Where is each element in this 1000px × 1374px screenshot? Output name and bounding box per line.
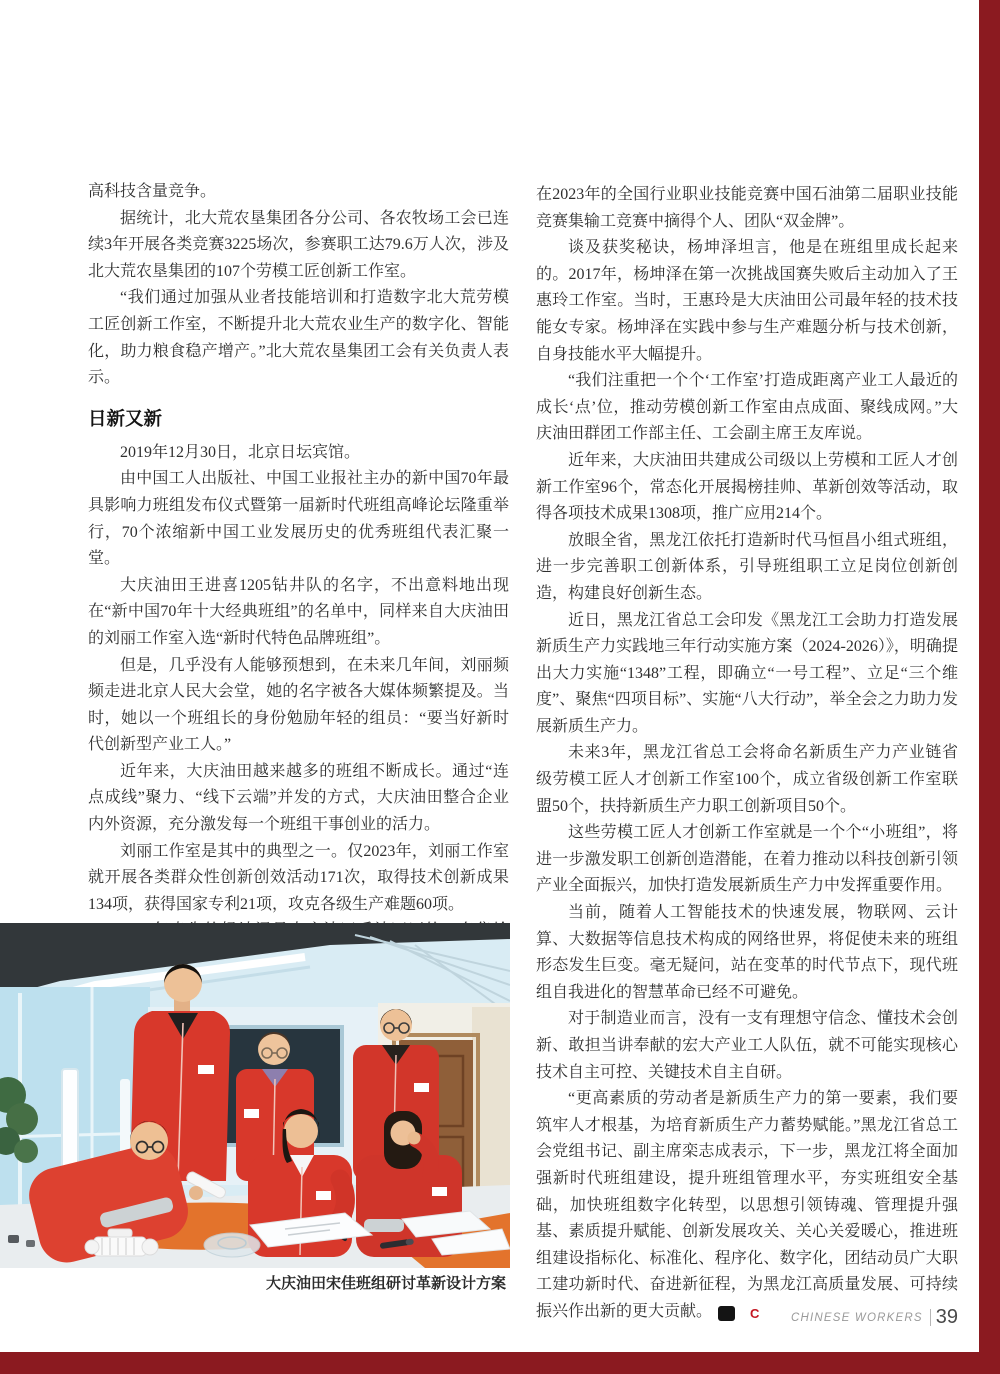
section-heading: 日新又新 (88, 407, 163, 429)
paragraph: 但是，几乎没有人能够预想到，在未来几年间，刘丽频频走进北京人民大会堂，她的名字被各大媒体频繁提及。当时，她以一个班组长的身份勉励年轻的组员：“要当好新时代创新型产业工人。” (88, 656, 509, 754)
paragraph: 近年来，大庆油田越来越多的班组不断成长。通过“连点成线”聚力、“线下云端”并发的方式，大庆油田整合企业内外资源，充分激发每一个班组干事创业的活力。 (88, 762, 509, 834)
magazine-name: CHINESE WORKERS (791, 1311, 923, 1324)
page-footer (791, 1306, 958, 1329)
paragraph: 大庆油田王进喜1205钻井队的名字，不出意料地出现在“新中国70年十大经典班组”的名单中，同样来自大庆油田的刘丽工作室入选“新时代特色品牌班组”。 (88, 576, 509, 647)
paragraph: 近年来，大庆油田共建成公司级以上劳模和工匠人才创新工作室96个，常态化开展揭榜挂帅、革新创效等活动，取得各项技术成果1308项，推广应用214个。 (536, 451, 958, 523)
paragraph: 放眼全省，黑龙江依托打造新时代马恒昌小组式班组，进一步完善职工创新体系，引导班组职工立足岗位创新创造，构建良好创新生态。 (536, 531, 958, 602)
paragraph: 由中国工人出版社、中国工业报社主办的新中国70年最具影响力班组发布仪式暨第一届新时代班组高峰论坛隆重举行，70个浓缩新中国工业发展历史的优秀班组代表汇聚一堂。 (88, 470, 509, 568)
right-column (536, 182, 958, 1326)
paragraph: 高科技含量竞争。 (88, 183, 217, 200)
bottom-edge-bar (0, 1352, 1000, 1374)
paragraph: 这些劳模工匠人才创新工作室就是一个个“小班组”，将进一步激发职工创新创造潜能，在着力推动以科技创新引领产业全面振兴，加快打造发展新质生产力中发挥重要作用。 (536, 824, 958, 895)
paragraph: “我们通过加强从业者技能培训和打造数字北大荒劳模工匠创新工作室，不断提升北大荒农业生产的数字化、智能化，助力粮食稳产增产。”北大荒农垦集团工会有关负责人表示。 (88, 289, 509, 387)
paragraph: 对于制造业而言，没有一支有理想守信念、懂技术会创新、敢担当讲奉献的宏大产业工人队伍，就不可能实现核心技术自主可控、关键技术自主自研。 (536, 1010, 958, 1081)
paragraph: 据统计，北大荒农垦集团各分公司、各农牧场工会已连续3年开展各类竞赛3225场次，参赛职工达79.6万人次，涉及北大荒农垦集团的107个劳模工匠创新工作室。 (88, 209, 509, 280)
paragraph: 当前，随着人工智能技术的快速发展，物联网、云计算、大数据等信息技术构成的网络世界，将促使未来的班组形态发生巨变。毫无疑问，站在变革的时代节点下，现代班组自我进化的智慧革命已经不可避免。 (536, 904, 958, 1001)
paragraph: 刘丽工作室是其中的典型之一。仅2023年，刘丽工作室就开展各类群众性创新创效活动171次，取得技术创新成果134项，获得国家专利21项，攻克各级生产难题60项。 (88, 842, 509, 913)
page-number: 39 (935, 1306, 958, 1328)
paragraph: 2019年12月30日，北京日坛宾馆。 (120, 443, 361, 461)
paragraph: 未来3年，黑龙江省总工会将命名新质生产力产业链省级劳模工匠人才创新工作室100个，成立省级创新工作室联盟50个，扶持新质生产力职工创新项目50个。 (536, 744, 958, 815)
left-column (88, 179, 509, 972)
paragraph: 近日，黑龙江省总工会印发《黑龙江工会助力打造发展新质生产力实践地三年行动实施方案（2024-2026）》，明确提出大力实施“1348”工程，即确立“一号工程”、立足“三个维度”、聚焦“四项目标”、实施“八大行动”，举全会之力助力发展新质生产力。 (536, 611, 958, 735)
paragraph: “我们注重把一个个‘工作室’打造成距离产业工人最近的成长‘点’位，推动劳模创新工作室由点成面、聚线成网。”大庆油田群团工作部主任、工会副主席王友库说。 (536, 372, 958, 443)
footer-divider (930, 1309, 931, 1326)
paragraph: 在2023年的全国行业职业技能竞赛中国石油第二届职业技能竞赛集输工竞赛中摘得个人、团队“双金牌”。 (536, 186, 958, 230)
paragraph (536, 1086, 958, 1325)
right-edge-bar (979, 0, 1000, 1374)
photo-caption: 大庆油田宋佳班组研讨革新设计方案 (265, 1275, 506, 1292)
paragraph: 谈及获奖秘诀，杨坤泽坦言，他是在班组里成长起来的。2017年，杨坤泽在第一次挑战国赛失败后主动加入了王惠玲工作室。当时，王惠玲是大庆油田公司最年轻的技术技能女专家。杨坤泽在实践中参与生产难题分析与技术创新，自身技能水平大幅提升。 (536, 239, 958, 363)
end-of-article-logo-icon: C (718, 1306, 735, 1321)
article-photo (0, 923, 510, 1268)
paragraph-text: “更高素质的劳动者是新质生产力的第一要素，我们要筑牢人才根基，为培育新质生产力蓄势赋能。”黑龙江省总工会党组书记、副主席栾志成表示，下一步，黑龙江将全面加强新时代班组建设，提升班组管理水平，夯实班组安全基础，加快班组数字化转型，以思想引领铸魂、管理提升强基、素质提升赋能、创新发展攻关、关心关爱暖心，推进班组建设指标化、标准化、程序化、数字化，团结动员广大职工建功新时代、奋进新征程，为黑龙江高质量发展、可持续振兴作出新的更大贡献。 (536, 1090, 958, 1320)
photo-acrylic-model (204, 1233, 260, 1257)
